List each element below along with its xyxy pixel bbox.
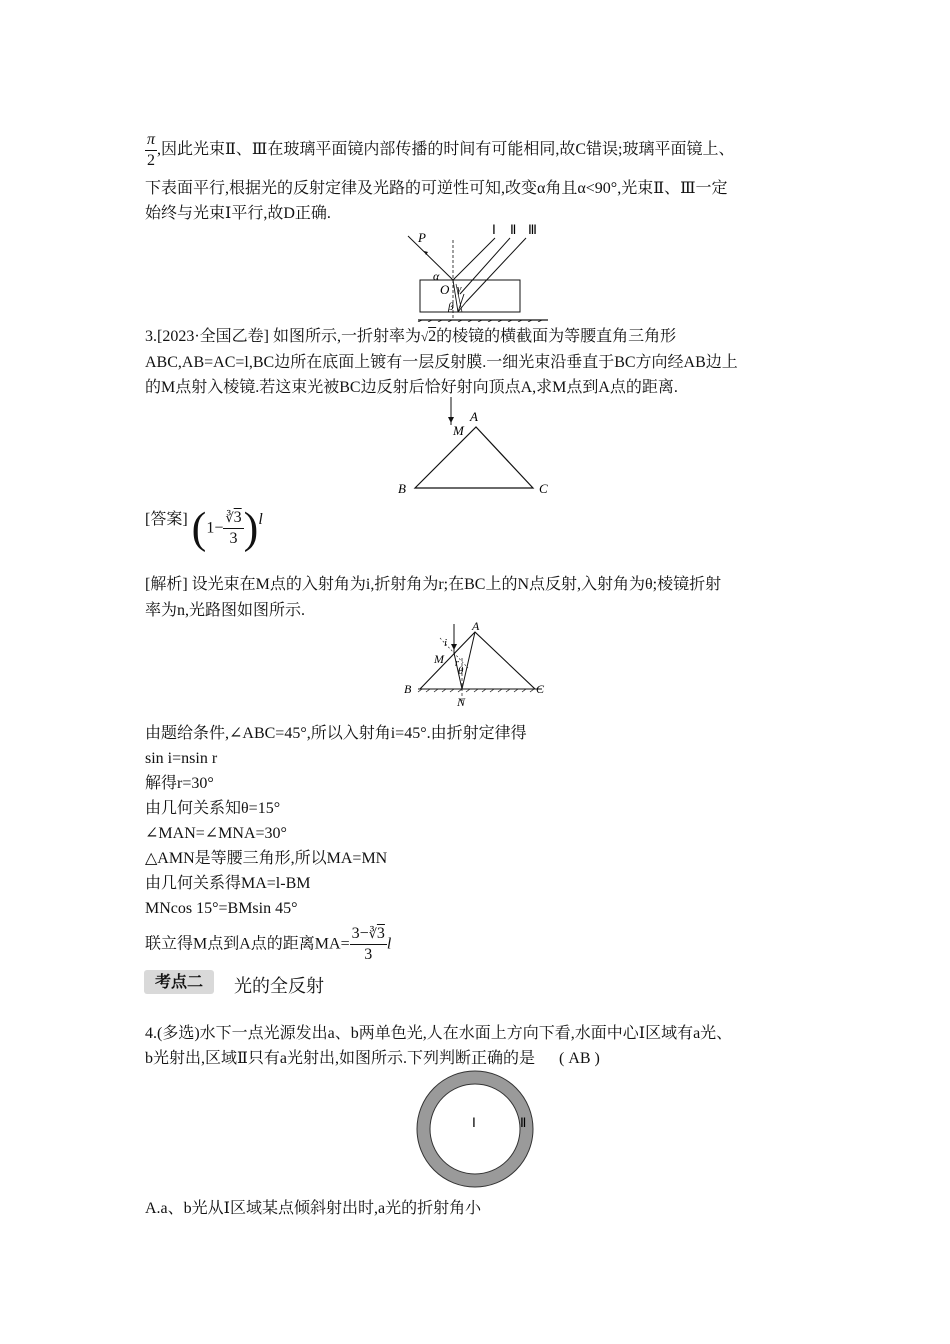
figure-light-path: [400, 618, 560, 710]
sqrt2: √2: [421, 328, 437, 345]
section-title: 光的全反射: [234, 976, 324, 996]
label-gamma: γ: [457, 283, 462, 295]
label-r: r: [455, 658, 459, 669]
label-beam-3: Ⅲ: [528, 222, 537, 237]
analysis-line-2: 率为n,光路图如图所示.: [145, 602, 306, 619]
q4-answer: ( AB ): [558, 1050, 600, 1067]
final-fraction: $\frac{3-∛3}{3}$: [351, 924, 385, 963]
label-region-2: Ⅱ: [520, 1115, 527, 1130]
label-b: B: [398, 481, 406, 496]
figure-prism-triangle: [390, 395, 560, 500]
section-badge: 考点二: [144, 970, 214, 994]
label-b: B: [404, 682, 412, 696]
label-alpha: α: [433, 269, 440, 283]
option-a: A.a、b光从Ⅰ区域某点倾斜射出时,a光的折射角小: [145, 1200, 482, 1217]
label-theta: θ: [458, 665, 464, 677]
label-beam-1: Ⅰ: [492, 222, 496, 237]
label-n: N: [457, 695, 466, 709]
label-c: C: [539, 481, 548, 496]
figure-glass-mirror: [400, 222, 560, 322]
label-m: M: [453, 423, 464, 438]
pi-over-2-fraction: $\frac{\pi}{2}$: [147, 131, 156, 169]
step-7: 由几何关系得MA=l-BM: [145, 875, 311, 892]
label-c: C: [536, 682, 545, 696]
answer-line: [答案] (1− $\frac{∛3}{3}$ )l: [145, 503, 263, 553]
figure-regions-ring: [410, 1064, 540, 1194]
label-beta: β: [448, 301, 454, 313]
step-6: △AMN是等腰三角形,所以MA=MN: [145, 850, 388, 867]
final-line: 联立得M点到A点的距离MA= $\frac{3-∛3}{3}$ l: [145, 924, 392, 963]
step-8: MNcos 15°=BMsin 45°: [145, 900, 298, 917]
label-region-1: Ⅰ: [472, 1115, 476, 1130]
analysis-line-1: [解析] 设光束在M点的入射角为i,折射角为r;在BC上的N点反射,入射角为θ;棱镜折射: [145, 576, 722, 593]
q3-line-2: ABC,AB=AC=l,BC边所在底面上镀有一层反射膜.一细光束沿垂直于BC方向经AB边上: [145, 354, 738, 371]
label-o: O: [440, 282, 450, 297]
label-beam-2: Ⅱ: [510, 222, 517, 237]
p1-line-2: 下表面平行,根据光的反射定律及光路的可逆性可知,改变α角且α<90°,光束Ⅱ、Ⅲ一定: [145, 180, 728, 197]
p1-line-3: 始终与光束Ⅰ平行,故D正确.: [145, 205, 331, 222]
q4-line-2: b光射出,区域Ⅱ只有a光射出,如图所示.下列判断正确的是 ( AB ): [145, 1050, 600, 1067]
label-m: M: [434, 652, 444, 666]
step-5: ∠MAN=∠MNA=30°: [145, 825, 287, 842]
label-p: P: [418, 230, 426, 245]
q4-line-1: 4.(多选)水下一点光源发出a、b两单色光,人在水面上方向下看,水面中心Ⅰ区域有a光、: [145, 1025, 733, 1042]
step-4: 由几何关系知θ=15°: [145, 800, 281, 817]
step-1: 由题给条件,∠ABC=45°,所以入射角i=45°.由折射定律得: [145, 725, 527, 742]
answer-fraction: $\frac{∛3}{3}$: [225, 509, 242, 547]
label-a: A: [470, 409, 478, 424]
q3-line-1: 3.[2023·全国乙卷] 如图所示,一折射率为√2的棱镜的横截面为等腰直角三角形: [145, 328, 677, 345]
label-a: A: [472, 619, 480, 633]
step-2: sin i=nsin r: [145, 750, 218, 767]
label-i: i: [444, 637, 448, 649]
q3-line-3: 的M点射入棱镜.若这束光被BC边反射后恰好射向顶点A,求M点到A点的距离.: [145, 379, 678, 396]
step-3: 解得r=30°: [145, 775, 214, 792]
p1-line-1: $\frac{\pi}{2}$ ,因此光束Ⅱ、Ⅲ在玻璃平面镜内部传播的时间有可能相同,故C错误;玻璃平面镜上、: [147, 131, 735, 169]
